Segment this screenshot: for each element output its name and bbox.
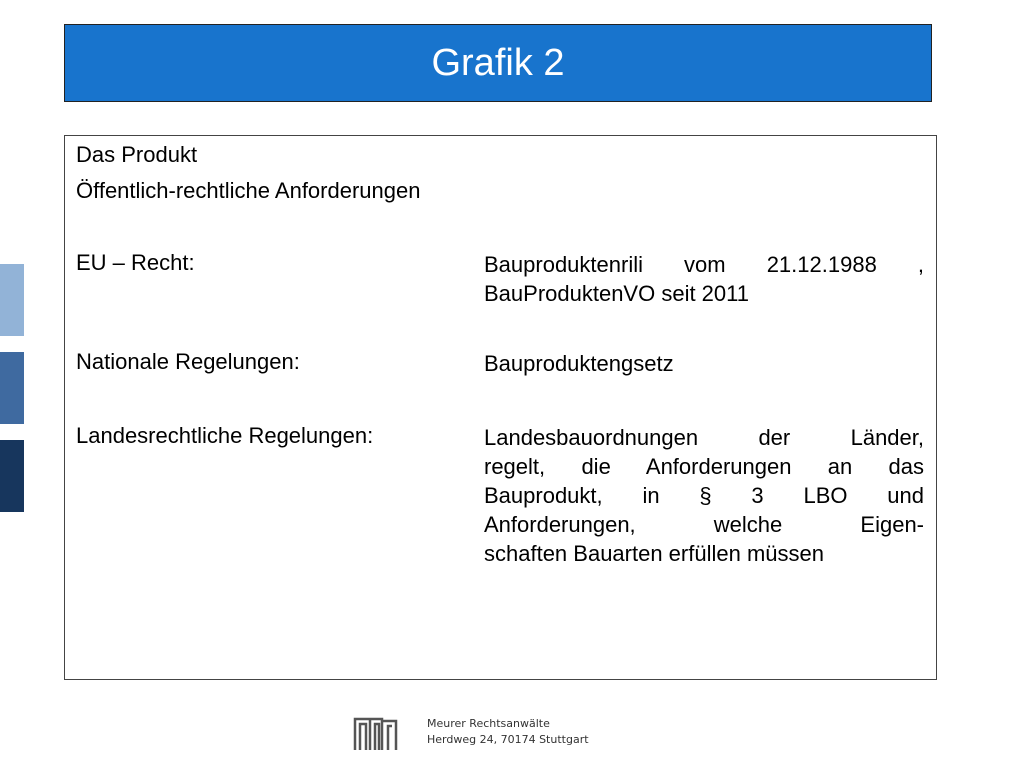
footer-firm-name: Meurer Rechtsanwälte: [427, 717, 550, 730]
national-rules-label: Nationale Regelungen:: [76, 349, 300, 374]
footer-street: Herdweg 24, 70174 Stuttgart: [427, 733, 589, 746]
footer-address: [427, 716, 589, 748]
firm-logo: [352, 713, 408, 751]
eu-law-line-2: BauProduktenVO seit 2011: [484, 281, 749, 306]
state-rules-value: [484, 423, 924, 568]
heading-product: Das Produkt: [76, 142, 198, 167]
eu-law-line-1: Bauproduktenrili vom 21.12.1988 ,: [484, 252, 924, 277]
side-accent-bar-dark: [0, 440, 24, 512]
eu-law-value: [484, 250, 924, 308]
state-rules-line-4: Anforderungen, welche Eigen-: [484, 512, 924, 537]
state-rules-line-2: regelt, die Anforderungen an das: [484, 454, 924, 479]
side-accent-bar-mid: [0, 352, 24, 424]
eu-law-label: EU – Recht:: [76, 250, 195, 275]
slide-title: Grafik 2: [431, 41, 565, 84]
state-rules-line-3: Bauprodukt, in § 3 LBO und: [484, 483, 924, 508]
state-rules-line-1: Landesbauordnungen der Länder,: [484, 425, 924, 450]
side-accent-bar-light: [0, 264, 24, 336]
content-box: [64, 135, 937, 680]
title-banner: [64, 24, 932, 102]
national-rules-line: Bauproduktengsetz: [484, 351, 674, 376]
state-rules-line-5: schaften Bauarten erfüllen müssen: [484, 541, 824, 566]
heading-requirements: Öffentlich-rechtliche Anforderungen: [76, 178, 421, 203]
national-rules-value: [484, 349, 924, 378]
state-rules-label: Landesrechtliche Regelungen:: [76, 423, 374, 448]
